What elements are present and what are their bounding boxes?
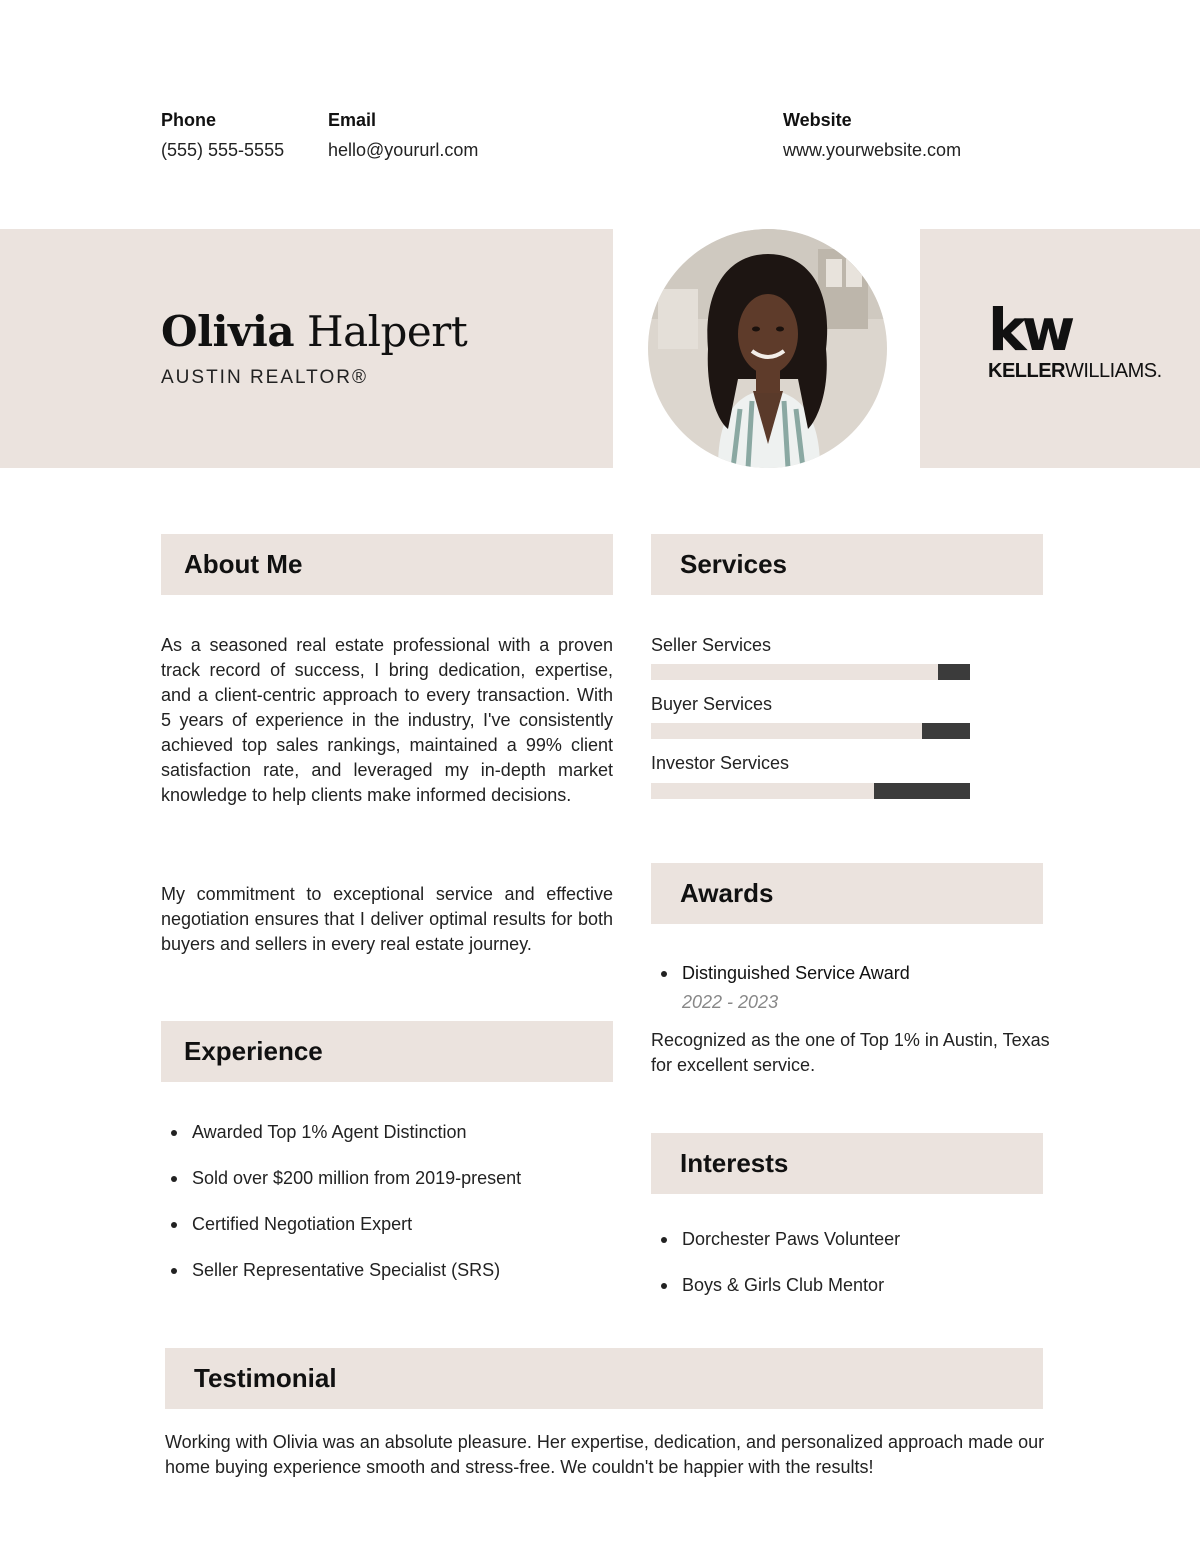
logo-monogram: kw — [988, 296, 1071, 364]
service-label-investor: Investor Services — [651, 753, 790, 773]
interest-item: Boys & Girls Club Mentor — [651, 1273, 900, 1297]
about-heading-box — [161, 534, 613, 595]
contact-phone — [161, 108, 284, 162]
experience-item: Certified Negotiation Expert — [161, 1212, 521, 1236]
service-bar-seller — [651, 664, 970, 680]
service-bar-fill — [938, 664, 970, 680]
interests-heading: Interests — [680, 1148, 789, 1178]
testimonial-heading: Testimonial — [194, 1363, 337, 1393]
experience-heading: Experience — [184, 1036, 323, 1066]
experience-list — [161, 1120, 521, 1282]
experience-heading-box — [161, 1021, 613, 1082]
about-paragraph-1: As a seasoned real estate professional with a proven track record of success, I bring dedication, expertise, and a client-centric approach to every transaction. With 5 years of experience in the industry, I've consistently achieved top sales rankings, maintained a 99% client satisfaction rate, and leveraged my in-depth market knowledge to help clients make informed decisions. — [161, 635, 613, 805]
logo-word-light: WILLIAMS. — [1065, 360, 1162, 382]
profile-photo-illustration — [648, 229, 887, 468]
logo-word-bold: KELLER — [988, 360, 1065, 382]
phone-label: Phone — [161, 110, 217, 130]
service-bar-fill — [922, 723, 970, 739]
services-heading: Services — [680, 549, 787, 579]
service-bar-investor — [651, 783, 970, 799]
testimonial-heading-box — [165, 1348, 1043, 1409]
phone-value: (555) 555-5555 — [161, 140, 285, 160]
last-name: Halpert — [306, 307, 468, 356]
interests-heading-box — [651, 1133, 1043, 1194]
service-bar-fill — [874, 783, 970, 799]
contact-email — [328, 108, 478, 162]
website-label: Website — [783, 110, 852, 130]
interest-item: Dorchester Paws Volunteer — [651, 1227, 900, 1251]
about-paragraph-2: My commitment to exceptional service and effective negotiation ensures that I deliver optimal results for both buyers and sellers in every real estate journey. — [161, 884, 613, 954]
award-description: Recognized as the one of Top 1% in Austin, Texas for excellent service. — [651, 1030, 1050, 1075]
service-label-buyer: Buyer Services — [651, 694, 773, 714]
testimonial-text: Working with Olivia was an absolute pleasure. Her expertise, dedication, and personalized approach made our home buying experience smooth and stress-free. We couldn't be happier with the results! — [165, 1432, 1045, 1477]
keller-williams-logo — [988, 296, 1162, 382]
award-date: 2022 - 2023 — [682, 992, 779, 1012]
experience-item: Sold over $200 million from 2019-present — [161, 1166, 521, 1190]
awards-heading: Awards — [680, 878, 774, 908]
realtor-title: AUSTIN REALTOR® — [161, 367, 368, 388]
logo-wordmark — [988, 360, 1162, 382]
service-bar-buyer — [651, 723, 970, 739]
email-label: Email — [328, 110, 377, 130]
realtor-name — [161, 306, 467, 358]
award-title: Distinguished Service Award — [651, 961, 910, 985]
experience-item: Seller Representative Specialist (SRS) — [161, 1258, 521, 1282]
email-value: hello@yoururl.com — [328, 140, 479, 160]
service-label-seller: Seller Services — [651, 635, 772, 655]
services-heading-box — [651, 534, 1043, 595]
website-value: www.yourwebsite.com — [783, 140, 962, 160]
first-name: Olivia — [161, 307, 295, 356]
interests-list — [651, 1227, 900, 1297]
experience-item: Awarded Top 1% Agent Distinction — [161, 1120, 521, 1144]
contact-website — [783, 108, 961, 162]
awards-heading-box — [651, 863, 1043, 924]
profile-photo — [648, 229, 887, 468]
about-heading: About Me — [184, 549, 303, 579]
